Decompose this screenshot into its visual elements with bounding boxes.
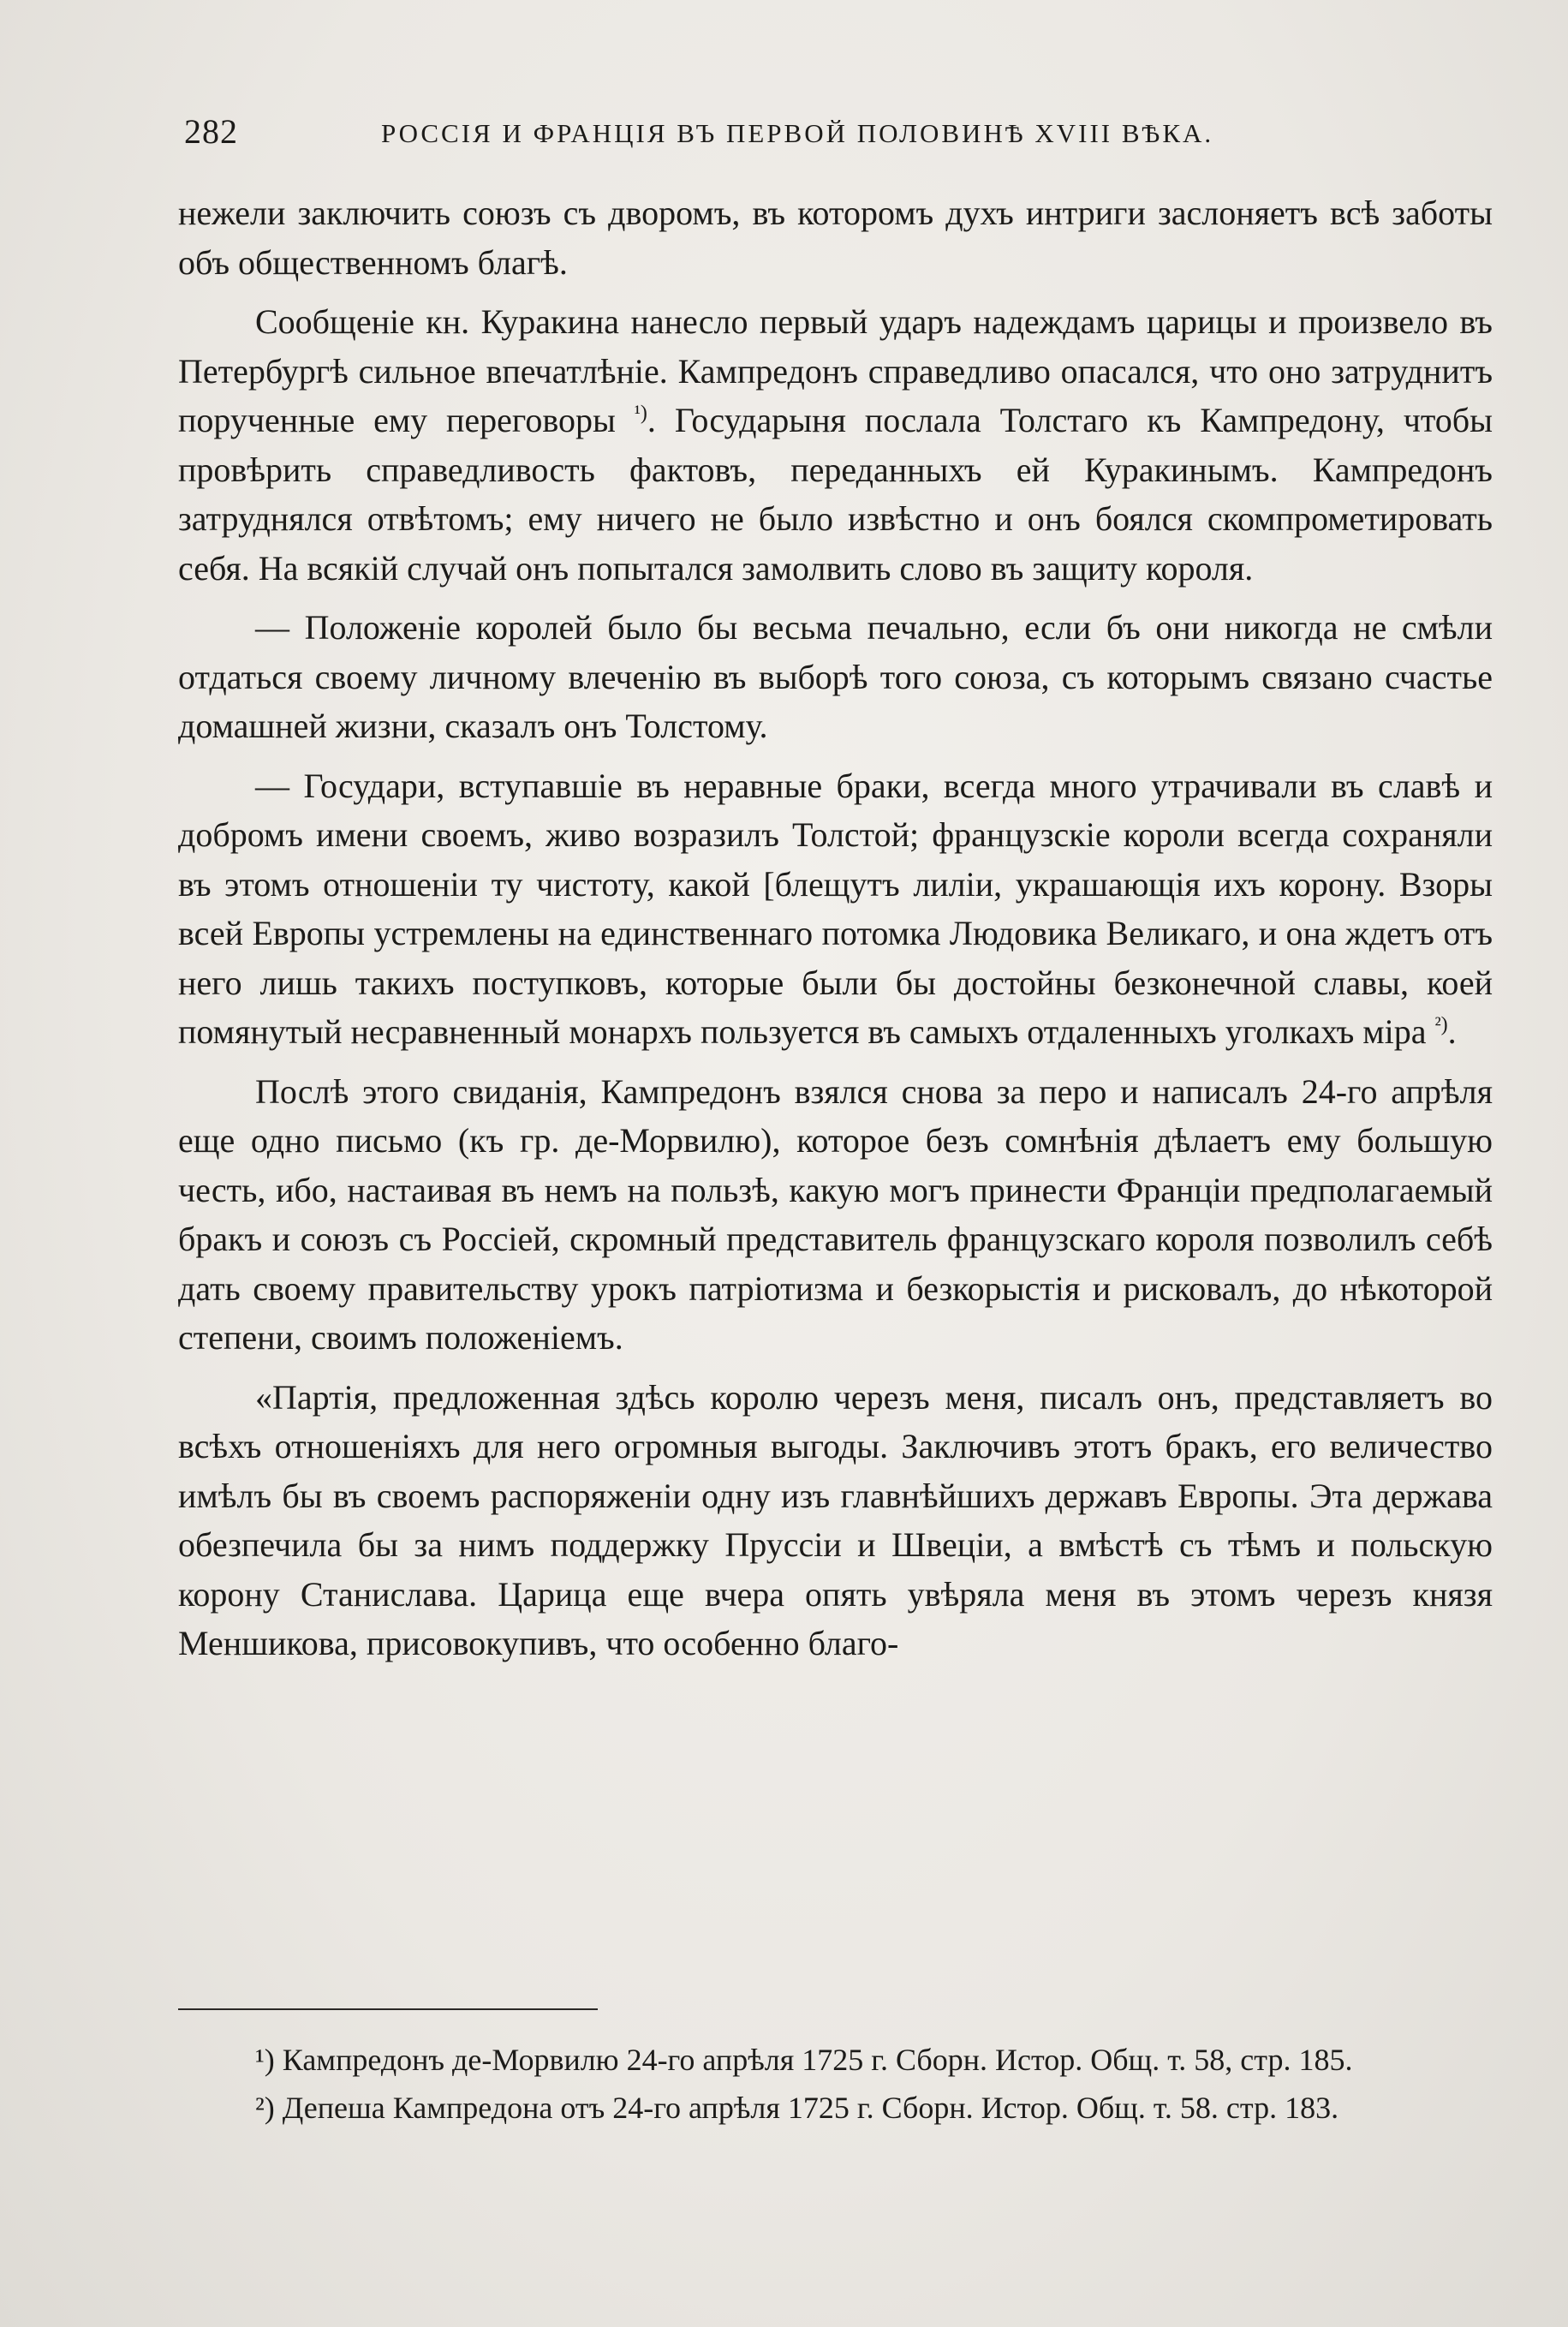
body-text [178, 188, 1493, 1679]
paragraph: — Государи, вступавшіе въ неравные браки, всегда много утрачивали въ славѣ и добромъ имени своемъ, живо возразилъ Толстой; французскіе короли всегда сохраняли въ этомъ отношеніи ту чистоту, какой [блещутъ лиліи, украшающія ихъ корону. Взоры всей Европы устремлены на единственнаго потомка Людовика Великаго, и она ждетъ отъ него лишь такихъ поступковъ, которые были бы достойны безконечной славы, коей помянутый несравненный монархъ пользуется въ самыхъ отдаленныхъ уголкахъ міра $^{^2)}$. [178, 766, 1493, 1051]
paragraph: «Партія, предложенная здѣсь королю черезъ меня, писалъ онъ, представляетъ во всѣхъ отношеніяхъ для него огромныя выгоды. Заключивъ этотъ бракъ, его величество имѣлъ бы въ своемъ распоряженіи одну изъ главнѣйшихъ державъ Европы. Эта держава обезпечила бы за нимъ поддержку Пруссіи и Швеціи, а вмѣстѣ съ тѣмъ и польскую корону Станислава. Царица еще вчера опять увѣряла меня въ этомъ черезъ князя Меншикова, присовокупивъ, что особенно благо- [178, 1377, 1493, 1662]
footnote: ¹) Кампредонъ де-Морвилю 24-го апрѣля 1725 г. Сборн. Истор. Общ. т. 58, стр. 185. [255, 2043, 1353, 2077]
footnotes [178, 2038, 1493, 2134]
paragraph: Сообщеніе кн. Куракина нанесло первый ударъ надеждамъ царицы и произвело въ Петербургѣ сильное впечатлѣніе. Кампредонъ справедливо опасался, что оно затруднитъ порученные ему переговоры $^{^1)}$. Государыня послала Толстаго къ Кампредону, чтобы провѣрить справедливость фактовъ, переданныхъ ей Куракинымъ. Кампредонъ затруднялся отвѣтомъ; ему ничего не было извѣстно и онъ боялся скомпрометировать себя. На всякій случай онъ попытался замолвить слово въ защиту короля. [178, 302, 1493, 588]
footnote: ²) Депеша Кампредона отъ 24-го апрѣля 1725 г. Сборн. Истор. Общ. т. 58. стр. 183. [255, 2091, 1339, 2125]
footnote-divider [178, 2008, 598, 2010]
paragraph: нежели заключить союзъ съ дворомъ, въ которомъ духъ интриги заслоняетъ всѣ заботы объ общественномъ благѣ. [178, 194, 1493, 282]
footnote-ref: ¹) [634, 402, 647, 425]
page-number: 282 [184, 112, 238, 151]
running-title: РОССІЯ И ФРАНЦІЯ ВЪ ПЕРВОЙ ПОЛОВИНѢ XVIII ВѢКА. [381, 118, 1214, 148]
paragraph: — Положеніе королей было бы весьма печально, если бъ они никогда не смѣли отдаться своему личному влеченію въ выборѣ того союза, съ которымъ связано счастье домашней жизни, сказалъ онъ Толстому. [178, 608, 1493, 745]
paragraph: Послѣ этого свиданія, Кампредонъ взялся снова за перо и написалъ 24-го апрѣля еще одно письмо (къ гр. де-Морвилю), которое безъ сомнѣнія дѣлаетъ ему большую честь, ибо, настаивая въ немъ на пользѣ, какую могъ принести Франціи предполагаемый бракъ и союзъ съ Россіей, скромный представитель французскаго короля позволилъ себѣ дать своему правительству урокъ патріотизма и безкорыстія и рисковалъ, до нѣкоторой степени, своимъ положеніемъ. [178, 1071, 1493, 1357]
footnote-ref: ²) [1434, 1013, 1448, 1036]
